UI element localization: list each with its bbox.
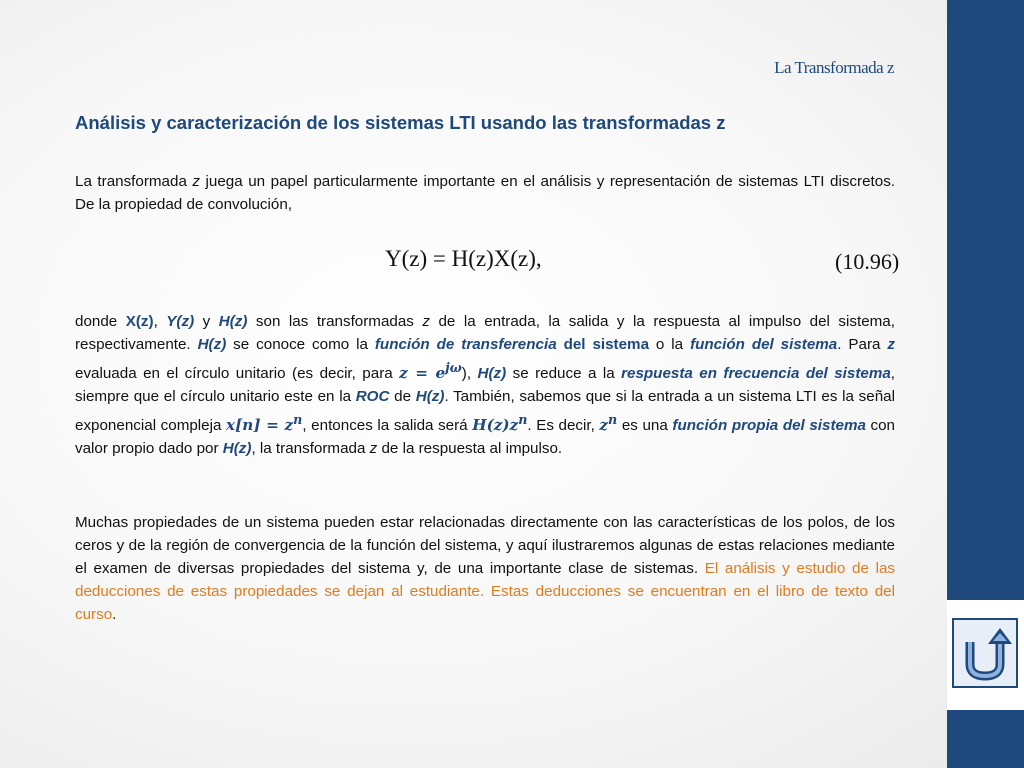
text: La transformada: [75, 173, 193, 190]
text: se reduce a la: [506, 365, 622, 383]
text: y: [194, 313, 219, 330]
term: del sistema: [556, 336, 650, 353]
term: H(z): [477, 365, 507, 383]
math: z: [599, 416, 609, 435]
text: de la respuesta al impulso.: [377, 440, 563, 458]
math: z = e: [399, 364, 446, 383]
return-button[interactable]: [952, 618, 1018, 688]
text: de la entrada, la salida y la respuesta al impulso del sistema, respectivamente.: [75, 313, 895, 353]
term: H(z): [197, 336, 227, 353]
term: H(z): [222, 440, 252, 458]
text: juega un papel particularmente importante en el análisis y representación de sistemas LTI discretos. De la propiedad de convolución,: [75, 173, 896, 213]
text: .: [112, 606, 117, 623]
term: X(z): [125, 313, 154, 330]
text: z: [369, 440, 378, 458]
properties-paragraph: [75, 511, 895, 626]
term: Y(z): [166, 313, 195, 330]
term: función propia del sistema: [672, 417, 866, 435]
return-arrow-icon: [954, 620, 1016, 686]
term: función del sistema: [690, 336, 838, 353]
text: z: [422, 313, 430, 330]
text: Muchas propiedades de un sistema pueden estar relacionadas directamente con las características de los polos, de los ceros y de la región de convergencia de la función del sistema, y aquí ilustraremos algunas de estas relaciones mediante el examen de diversas propiedades del sistema y, de una importante clase de sistemas.: [75, 514, 895, 577]
math-superscript: jω: [445, 360, 462, 375]
text: con valor propio dado por: [75, 417, 895, 458]
text: ,: [153, 313, 167, 330]
text: , siempre que el círculo unitario este en la: [75, 365, 896, 406]
text: evaluada en el círculo unitario (es decir, para: [75, 365, 400, 383]
text: . Es decir,: [527, 417, 600, 435]
text: son las transformadas: [247, 313, 423, 330]
term: H(z): [218, 313, 248, 330]
math-superscript: n: [608, 412, 618, 428]
term: función de transferencia: [374, 336, 557, 353]
intro-paragraph: [75, 170, 895, 216]
text: de: [389, 388, 416, 406]
term: z: [887, 336, 895, 353]
math-superscript: n: [293, 412, 303, 428]
term: H(z): [415, 388, 445, 406]
text: , la transformada: [251, 440, 370, 458]
text: . También, sabemos que si la entrada a un sistema LTI es la señal exponencial compleja: [75, 388, 895, 435]
text: donde: [75, 313, 126, 330]
equation-number: (10.96): [835, 249, 900, 274]
text: se conoce como la: [226, 336, 375, 353]
equation-formula: Y(z) = H(z)X(z),: [385, 246, 542, 271]
text: , entonces la salida será: [302, 417, 473, 435]
math-superscript: n: [518, 412, 528, 428]
page-title: Análisis y caracterización de los sistemas LTI usando las transformadas z: [75, 112, 726, 133]
math: x[n] = z: [226, 416, 294, 435]
definition-paragraph: [75, 310, 895, 460]
section-header: La Transformada z: [774, 58, 894, 77]
text: o la: [649, 336, 691, 353]
text: . Para: [837, 336, 888, 353]
term: ROC: [355, 388, 390, 406]
highlighted-text: El análisis y estudio de las deducciones de estas propiedades se dejan al estudiante. Estas deducciones se encuentran en el libro de texto del curso: [75, 560, 895, 623]
math: H(z)z: [472, 416, 519, 435]
text: es una: [617, 417, 673, 435]
term: respuesta en frecuencia del sistema: [621, 365, 891, 383]
text: ),: [461, 365, 478, 383]
text: z: [192, 173, 201, 190]
